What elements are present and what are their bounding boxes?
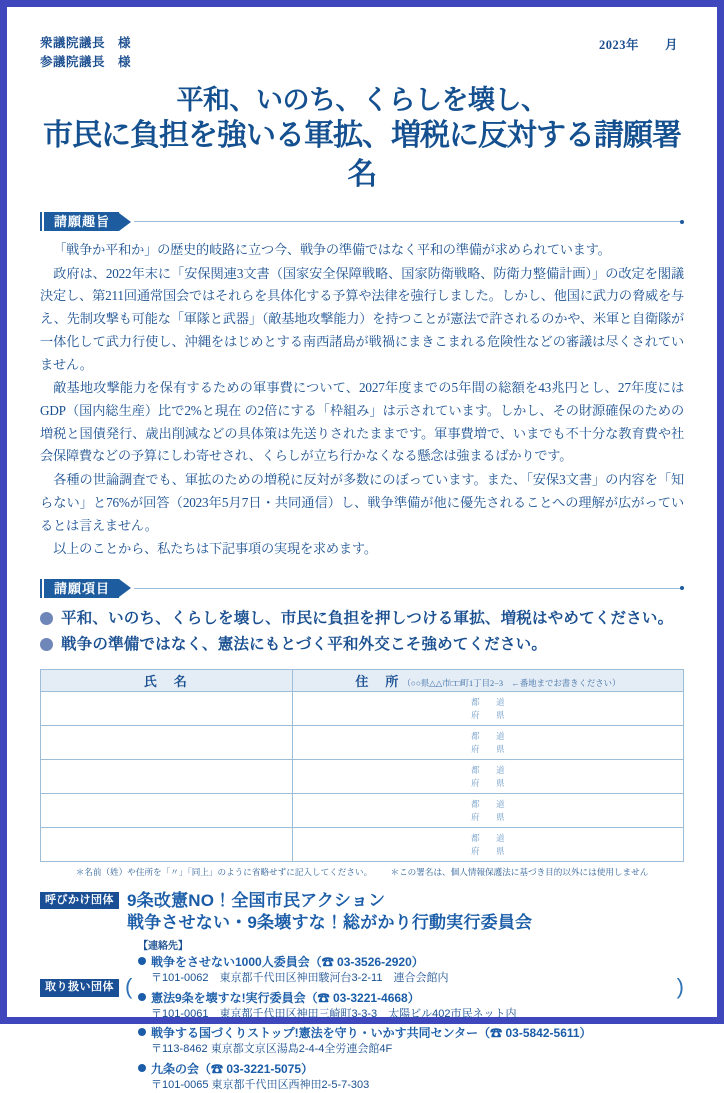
purpose-paragraph-5: 以上のことから、私たちは下記事項の実現を求めます。 [53,541,377,557]
document-date: 2023年 月 [598,38,678,52]
page-title-line-1: 平和、いのち、くらしを壊し、 [176,84,548,115]
contact-address: 〒113-8462 東京都文京区湯島2-4-4全労連会館4F [151,1043,393,1056]
status-badge-organizer: 呼びかけ団体 [40,892,119,909]
document-header [40,34,684,73]
signature-table-body [41,692,684,862]
signature-name-cell[interactable] [41,760,293,794]
page-title-line-2: 市民に負担を強いる軍拡、増税に反対する請願署名 [43,119,681,191]
section-bars-icon [40,212,47,231]
purpose-paragraph-2: 政府は、2022年末に「安保関連3文書（国家安全保障戦略、国家防衛戦略、防衛力整備計画）」の改定を閣議決定し、第211回通常国会ではそれらを具体化する予算や法律を強行しました。しかし、他国に武力の脅威を与え、先制攻撃も可能な「軍隊と武器」（敵基地攻撃能力）を持つことが憲法で許されるのかや、米軍と自衛隊が一体化して武力行使し、沖縄をはじめとする南西諸島が戦禍にまきこまれる危険性などの審議は尽くされていません。 [40,265,684,372]
contact-address: 〒101-0062 東京都千代田区神田駿河台3-2-11 連合会館内 [151,972,449,985]
contact-name: 戦争をさせない1000人委員会（☎ 03-3526-2920） [151,955,424,970]
prefecture-hint-line-1: 都 道 [471,764,509,775]
prefecture-hint [293,794,683,827]
signature-address-cell[interactable] [292,828,683,862]
organizations-header [40,890,684,934]
signature-address-cell[interactable] [292,692,683,726]
purpose-paragraph-1: 「戦争か平和か」の歴史的岐路に立つ今、戦争の準備ではなく平和の準備が求められています。 [53,242,611,258]
signature-address-cell[interactable] [292,760,683,794]
contact-label: 【連絡先】 [138,941,188,953]
addressee-line-1: 衆議院議長 様 [40,36,132,50]
bullet-dot-icon [138,1064,146,1072]
contact-name: 戦争する国づくりストップ!憲法を守り・いかす共同センター（☎ 03-5842-5611） [151,1026,592,1041]
table-row [41,726,684,760]
bullet-circle-icon [40,612,53,625]
prefecture-hint-line-2: 府 県 [471,845,509,856]
organizer-names [127,890,532,934]
addressee-block [40,34,131,73]
list-item [138,1024,684,1058]
prefecture-hint [293,726,683,759]
bullet-circle-icon [40,638,53,651]
signature-name-cell[interactable] [41,726,293,760]
purpose-body [40,239,684,561]
contact-name-row [138,1060,684,1077]
table-row [41,692,684,726]
list-item [40,608,684,630]
signature-address-cell[interactable] [292,726,683,760]
section-header-items-label: 請願項目 [47,579,119,598]
signature-address-cell[interactable] [292,794,683,828]
section-arrow-icon [119,579,131,597]
prefecture-hint [293,760,683,793]
petition-item-text: 平和、いのち、くらしを壊し、市民に負担を押しつける軍拡、増税はやめてください。 [61,609,674,627]
petition-item-text: 戦争の準備ではなく、憲法にもとづく平和外交こそ強めてください。 [61,635,548,653]
signature-table [40,669,684,862]
prefecture-hint [293,692,683,725]
contact-name: 憲法9条を壊すな!実行委員会（☎ 03-3221-4668） [151,990,420,1005]
column-header-address-label: 住 所 [355,674,401,690]
handler-section [40,976,684,998]
table-row [41,760,684,794]
contact-address: 〒101-0065 東京都千代田区西神田2-5-7-303 [151,1078,370,1091]
section-bars-icon [40,579,47,598]
contact-address: 〒101-0061 東京都千代田区神田三崎町3-3-3 太陽ビル402市民ネット内 [151,1007,517,1020]
section-header-purpose-label: 請願趣旨 [47,212,119,231]
purpose-paragraph-3: 敵基地攻撃能力を保有するための軍事費について、2027年度までの5年間の総額を43兆円とし、27年度にはGDP（国内総生産）比で2%と現在 の2倍にする「枠組み」は示されています。しかし、その財源確保のための増税と国債発行、歳出削減などの具体策は先送りされたままです。軍事費増で、いまでも不十分な教育費や社会保障費などの予算にしわ寄せされ、くらしが立ち行かなくなる懸念は強まるばかりです。 [40,380,684,464]
list-item [40,634,684,656]
prefecture-hint-line-2: 府 県 [471,709,509,720]
prefecture-hint-line-1: 都 道 [471,832,509,843]
handler-paren-open: ( [125,974,133,999]
prefecture-hint-line-2: 府 県 [471,811,509,822]
section-arrow-icon [119,213,131,231]
section-rule [134,588,684,589]
table-footnote [40,866,684,878]
organizer-name-1: 9条改憲NO！全国市民アクション [127,891,386,911]
contact-name-row [138,1024,684,1041]
signature-name-cell[interactable] [41,828,293,862]
petition-items-list [40,608,684,655]
table-row [41,794,684,828]
column-header-address-note: （○○県△△市□□町1丁目2−3 ←番地までお書きください） [402,679,621,689]
handler-paren-close: ) [676,974,684,999]
prefecture-hint-line-1: 都 道 [471,730,509,741]
column-header-name: 氏 名 [41,670,293,692]
contact-list [138,953,684,1093]
column-header-address [292,670,683,692]
section-header-purpose [40,212,684,231]
list-item [138,1060,684,1093]
prefecture-hint [293,828,683,861]
signature-name-cell[interactable] [41,692,293,726]
contact-name: 九条の会（☎ 03-3221-5075） [151,1061,314,1076]
section-rule [134,221,684,222]
table-row [41,828,684,862]
table-footnote-right: ＊この署名は、個人情報保護法に基づき目的以外には使用しません [390,867,649,878]
document-content [12,12,712,1091]
contact-name-row [138,953,684,970]
table-header-row [41,670,684,692]
signature-name-cell[interactable] [41,794,293,828]
prefecture-hint-line-1: 都 道 [471,696,509,707]
page-title [40,83,684,194]
section-header-items [40,579,684,598]
organizer-name-2: 戦争させない・9条壊すな！総がかり行動実行委員会 [127,913,533,933]
addressee-line-2: 参議院議長 様 [40,55,132,70]
table-footnote-left: ＊名前（姓）や住所を「〃」「同上」のように省略せずに記入してください。 [75,867,373,878]
status-badge-handler: 取り扱い団体 [40,979,119,996]
bullet-dot-icon [138,1028,146,1036]
prefecture-hint-line-2: 府 県 [471,777,509,788]
prefecture-hint-line-1: 都 道 [471,798,509,809]
bullet-dot-icon [138,957,146,965]
prefecture-hint-line-2: 府 県 [471,743,509,754]
purpose-paragraph-4: 各種の世論調査でも、軍拡のための増税に反対が多数にのぼっています。また、「安保3文書」の内容を「知らない」と76%が回答（2023年5月7日・共同通信）し、戦争準備が他に優先されることへの理解が広がっているとは言えません。 [40,472,684,533]
